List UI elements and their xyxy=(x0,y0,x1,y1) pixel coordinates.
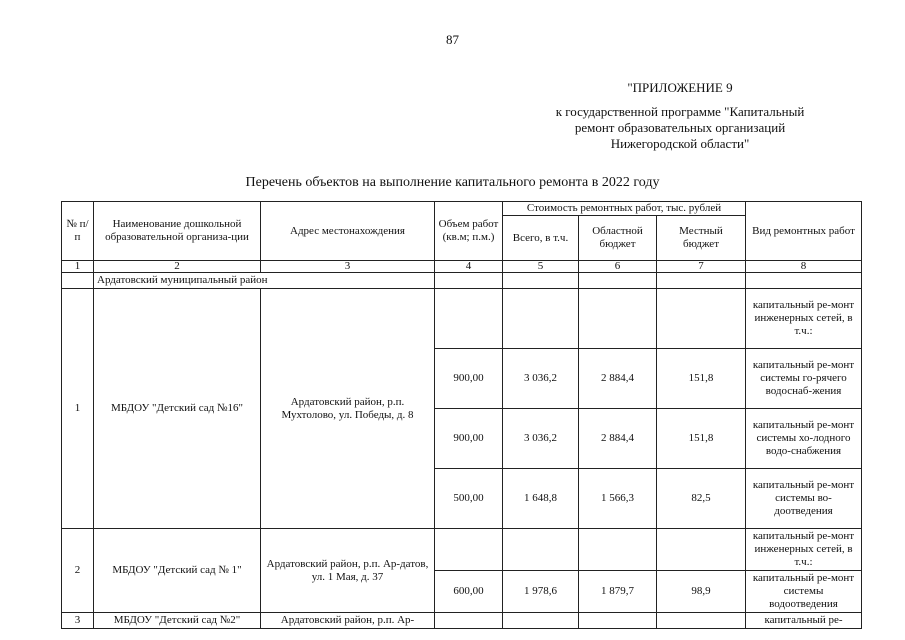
header-volume: Объем работ (кв.м; п.м.) xyxy=(435,202,503,261)
row-num: 2 xyxy=(62,529,94,613)
row-local: 151,8 xyxy=(657,349,746,409)
row-total: 1 648,8 xyxy=(503,469,579,529)
column-number: 1 xyxy=(62,261,94,273)
row-work-type: капитальный ре- xyxy=(746,613,862,629)
row-num: 1 xyxy=(62,289,94,529)
appendix-line: ремонт образовательных организаций xyxy=(574,120,786,135)
row-work-type: капитальный ре-монт системы во-доотведения xyxy=(746,469,862,529)
row-regional: 2 884,4 xyxy=(579,409,657,469)
column-number: 7 xyxy=(657,261,746,273)
row-volume: 900,00 xyxy=(435,349,503,409)
row-name: МБДОУ "Детский сад № 1" xyxy=(94,529,261,613)
row-local xyxy=(657,613,746,629)
appendix-line: к государственной программе "Капитальный xyxy=(555,104,805,119)
row-work-type: капитальный ре-монт системы хо-лодного водо-снабжения xyxy=(746,409,862,469)
row-local xyxy=(657,289,746,349)
row-name: МБДОУ "Детский сад №2" xyxy=(94,613,261,629)
row-total: 1 978,6 xyxy=(503,571,579,613)
column-number: 3 xyxy=(261,261,435,273)
row-local xyxy=(657,529,746,571)
row-local: 151,8 xyxy=(657,409,746,469)
row-regional xyxy=(579,613,657,629)
objects-table xyxy=(61,201,862,629)
page-number: 87 xyxy=(446,32,459,47)
row-regional: 1 566,3 xyxy=(579,469,657,529)
appendix-line: Нижегородской области" xyxy=(610,136,750,151)
row-address: Ардатовский район, р.п. Ар-датов, ул. 1 Мая, д. 37 xyxy=(261,529,435,613)
header-num: № п/п xyxy=(62,202,94,261)
row-work-type: капитальный ре-монт системы го-рячего водоснаб-жения xyxy=(746,349,862,409)
district-row xyxy=(62,273,862,289)
header-regional: Областной бюджет xyxy=(579,216,657,261)
district-name: Ардатовский муниципальный район xyxy=(94,273,435,289)
table-row xyxy=(62,613,862,629)
column-number: 2 xyxy=(94,261,261,273)
row-total xyxy=(503,613,579,629)
row-regional xyxy=(579,529,657,571)
row-work-type: капитальный ре-монт инженерных сетей, в т.ч.: xyxy=(746,289,862,349)
row-address: Ардатовский район, р.п. Мухтолово, ул. Победы, д. 8 xyxy=(261,289,435,529)
row-volume: 900,00 xyxy=(435,409,503,469)
row-regional xyxy=(579,289,657,349)
header-name: Наименование дошкольной образовательной организа-ции xyxy=(94,202,261,261)
header-address: Адрес местонахождения xyxy=(261,202,435,261)
header-works: Вид ремонтных работ xyxy=(746,202,862,261)
row-total xyxy=(503,289,579,349)
column-number: 6 xyxy=(579,261,657,273)
row-regional: 1 879,7 xyxy=(579,571,657,613)
column-number: 5 xyxy=(503,261,579,273)
row-name: МБДОУ "Детский сад №16" xyxy=(94,289,261,529)
appendix-title: "ПРИЛОЖЕНИЕ 9 xyxy=(627,80,733,95)
row-volume: 600,00 xyxy=(435,571,503,613)
table-row xyxy=(62,289,862,349)
column-numbers-row xyxy=(62,261,862,273)
table-row xyxy=(62,529,862,571)
row-volume: 500,00 xyxy=(435,469,503,529)
row-total xyxy=(503,529,579,571)
row-volume xyxy=(435,289,503,349)
document-title: Перечень объектов на выполнение капитального ремонта в 2022 году xyxy=(245,175,660,190)
row-work-type: капитальный ре-монт системы водоотведения xyxy=(746,571,862,613)
header-cost-group: Стоимость ремонтных работ, тыс. рублей xyxy=(503,202,746,216)
row-volume xyxy=(435,613,503,629)
row-work-type: капитальный ре-монт инженерных сетей, в т.ч.: xyxy=(746,529,862,571)
row-address: Ардатовский район, р.п. Ар- xyxy=(261,613,435,629)
row-local: 82,5 xyxy=(657,469,746,529)
column-number: 8 xyxy=(746,261,862,273)
header-local: Местный бюджет xyxy=(657,216,746,261)
header-total: Всего, в т.ч. xyxy=(503,216,579,261)
row-total: 3 036,2 xyxy=(503,349,579,409)
row-num: 3 xyxy=(62,613,94,629)
appendix-header xyxy=(520,80,840,152)
row-total: 3 036,2 xyxy=(503,409,579,469)
row-regional: 2 884,4 xyxy=(579,349,657,409)
row-local: 98,9 xyxy=(657,571,746,613)
column-number: 4 xyxy=(435,261,503,273)
row-volume xyxy=(435,529,503,571)
